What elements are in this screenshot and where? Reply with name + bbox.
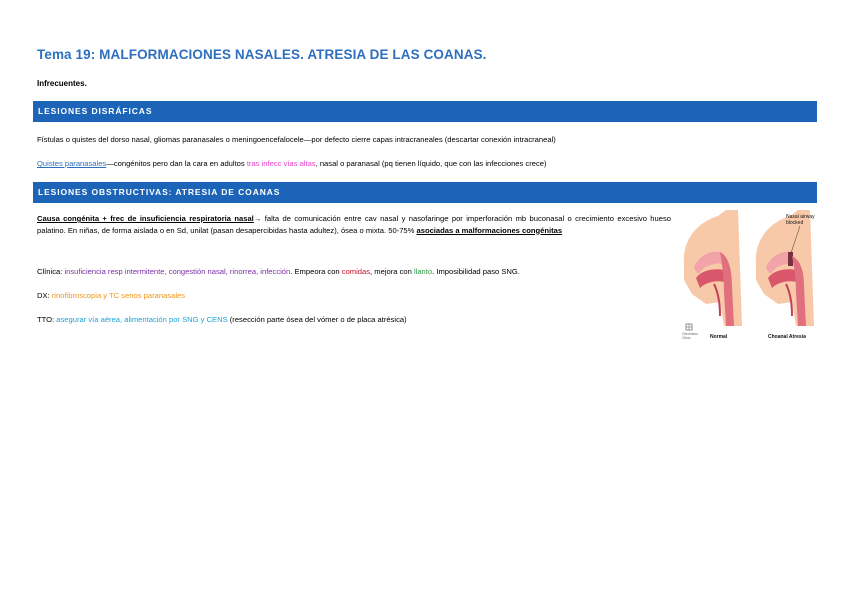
causa-underlined: Causa congénita + frec de insuficiencia respiratoria nasal (37, 214, 254, 223)
clinica-symptoms: insuficiencia resp intermitente, congestión nasal, rinorrea, infección (64, 267, 291, 276)
anatomy-figure (680, 206, 822, 346)
label-choanal-atresia: Choanal Atresia (768, 334, 806, 340)
intro-text: Infrecuentes. (37, 79, 87, 88)
quistes-highlight: tras infecc vías altas (246, 159, 316, 168)
tto-value: asegurar vía aérea, alimentación por SNG y CENS (56, 315, 228, 324)
section-header-disraficas: LESIONES DISRÁFICAS (33, 101, 817, 122)
clinica-text-b: , mejora con (370, 267, 414, 276)
quistes-text-b: , nasal o paranasal (pq tienen líquido, que con las infecciones crece) (315, 159, 547, 168)
dx-label: DX: (37, 291, 52, 300)
atresia-blockage (788, 252, 793, 266)
label-normal: Normal (710, 334, 728, 340)
choanal-atresia-illustration (680, 206, 822, 346)
quistes-link[interactable]: Quistes paranasales (37, 159, 107, 168)
clinica-text-a: . Empeora con (290, 267, 342, 276)
tto-text: (resección parte ósea del vómer o de placa atrésica) (227, 315, 407, 324)
clinica-text-c: . Imposibilidad paso SNG. (432, 267, 520, 276)
left-head-skin (684, 210, 742, 326)
right-head-skin (756, 210, 814, 326)
clinica-llanto: llanto (413, 267, 433, 276)
section-header-obstructivas: LESIONES OBSTRUCTIVAS: ATRESIA DE COANAS (33, 182, 817, 203)
paragraph-causa (37, 213, 671, 236)
causa-asociadas: asociadas a malformaciones congénitas (416, 225, 563, 235)
logo-text: Cleveland Clinic (682, 332, 698, 340)
paragraph-dx (37, 290, 671, 302)
paragraph-tto (37, 314, 671, 326)
causa-text: → falta de comunicación entre cav nasal y nasofaringe por imperforación mb buconasal o crecimiento excesivo hueso palatino. En niñas, de forma aislada o en Sd, unilat (pasan desapercibidas hasta adultez), ósea o mixta. 50-75% (37, 214, 671, 235)
paragraph-fistulas: Fístulas o quistes del dorso nasal, gliomas paranasales o meningoencefalocele—por defecto cierre capas intracraneales (descartar conexión intracraneal) (37, 135, 556, 144)
paragraph-clinica (37, 266, 671, 278)
page-title: Tema 19: MALFORMACIONES NASALES. ATRESIA DE LAS COANAS. (37, 47, 487, 62)
paragraph-quistes (37, 158, 817, 170)
quistes-text-a: —congénitos pero dan la cara en adultos (106, 159, 247, 168)
tto-label: TTO: (37, 315, 57, 324)
dx-value: rinofibroscopia y TC senos paranasales (51, 291, 186, 300)
clinica-comidas: comidas (341, 267, 371, 276)
clinica-label: Clínica: (37, 267, 65, 276)
annotation-label: Nasal airway blocked (786, 214, 815, 226)
